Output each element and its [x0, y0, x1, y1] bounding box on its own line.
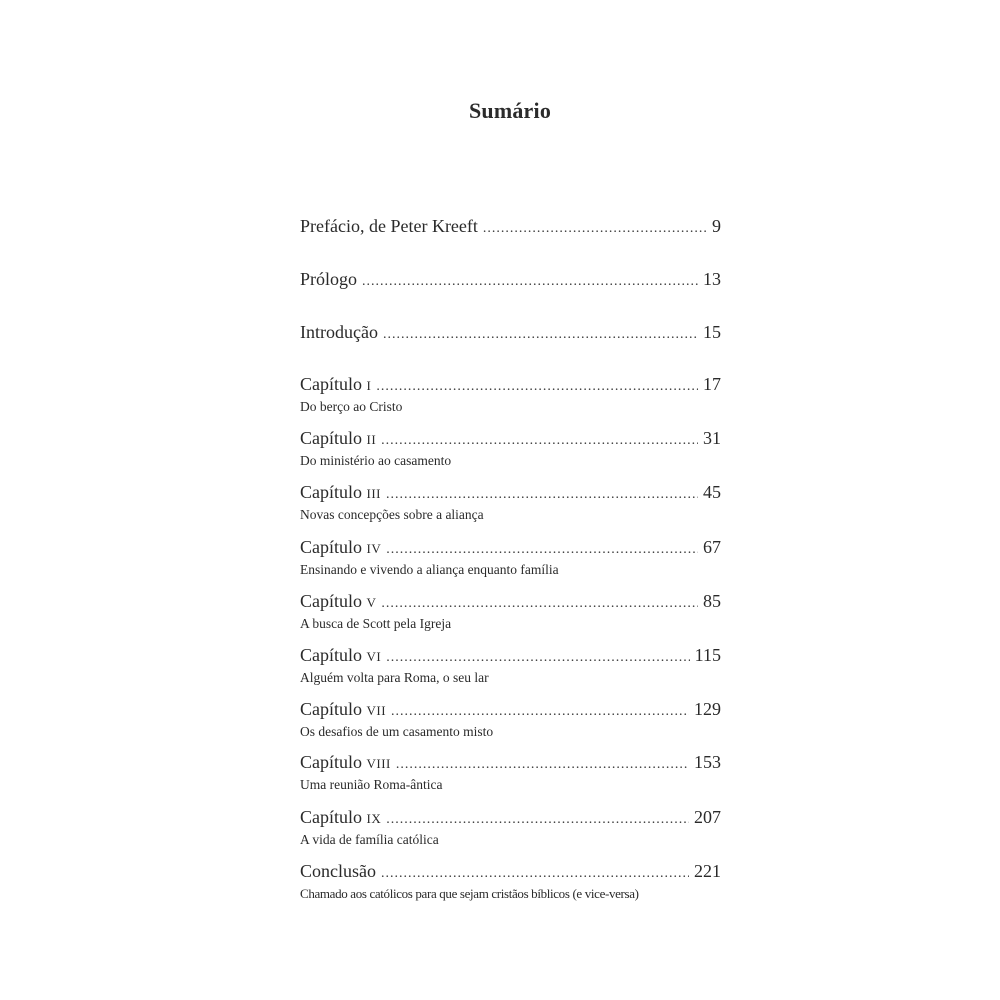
- chapter-subtitle: Do ministério ao casamento: [300, 453, 452, 468]
- chapter-numeral: iv: [366, 537, 382, 557]
- toc-entry-capitulo-9: [300, 806, 721, 849]
- toc-page-number: 153: [694, 752, 721, 772]
- toc-entry-capitulo-5: [300, 590, 721, 633]
- toc-entry-capitulo-4: [300, 536, 721, 579]
- toc-page-number: 15: [703, 322, 721, 342]
- toc-entry-label: Capítulo vi: [300, 645, 382, 665]
- dot-leader: [376, 376, 698, 398]
- chapter-subtitle: Do berço ao Cristo: [300, 399, 403, 414]
- dot-leader: [386, 647, 689, 669]
- toc-entry-label: Conclusão: [300, 861, 376, 881]
- chapter-subtitle: Chamado aos católicos para que sejam cristãos bíblicos (e vice-versa): [300, 886, 639, 901]
- dot-leader: [381, 430, 698, 452]
- toc-entry-label: Capítulo viii: [300, 752, 391, 772]
- chapter-subtitle: Ensinando e vivendo a aliança enquanto família: [300, 562, 559, 577]
- toc-page-number: 17: [703, 374, 721, 394]
- dot-leader: [391, 701, 689, 723]
- toc-entry-label: Capítulo iii: [300, 482, 381, 502]
- toc-entry-label: Capítulo iv: [300, 537, 382, 557]
- chapter-subtitle: Novas concepções sobre a aliança: [300, 507, 484, 522]
- chapter-subtitle: Alguém volta para Roma, o seu lar: [300, 670, 489, 685]
- toc-page-number: 13: [703, 269, 721, 289]
- dot-leader: [396, 754, 689, 776]
- toc-entry-capitulo-8: [300, 751, 721, 794]
- toc-page-number: 45: [703, 482, 721, 502]
- page-title: Sumário: [468, 98, 552, 123]
- chapter-numeral: ii: [366, 428, 377, 448]
- dot-leader: [386, 484, 698, 506]
- toc-entry-capitulo-7: [300, 698, 721, 741]
- dot-leader: [381, 863, 689, 885]
- chapter-numeral: ix: [366, 807, 382, 827]
- dot-leader: [386, 809, 689, 831]
- dot-leader: [483, 218, 707, 240]
- toc-entry-prologo: [300, 268, 721, 293]
- chapter-numeral: viii: [366, 752, 391, 772]
- toc-page-number: 129: [694, 699, 721, 719]
- toc-page-number: 85: [703, 591, 721, 611]
- chapter-subtitle: A vida de família católica: [300, 832, 439, 847]
- toc-entry-label: Capítulo ix: [300, 807, 382, 827]
- chapter-subtitle: Uma reunião Roma-ântica: [300, 777, 443, 792]
- chapter-subtitle: A busca de Scott pela Igreja: [300, 616, 452, 631]
- toc-page-number: 115: [694, 645, 721, 665]
- toc-entry-label: Prefácio, de Peter Kreeft: [300, 216, 478, 236]
- toc-entry-prefacio: [300, 215, 721, 240]
- toc-page-number: 207: [694, 807, 721, 827]
- toc-entry-capitulo-6: [300, 644, 721, 687]
- dot-leader: [362, 271, 698, 293]
- dot-leader: [383, 324, 698, 346]
- toc-page-number: 221: [694, 861, 721, 881]
- chapter-numeral: i: [366, 374, 372, 394]
- toc-page-number: 9: [712, 216, 721, 236]
- toc-page-number: 31: [703, 428, 721, 448]
- toc-entry-label: Capítulo v: [300, 591, 377, 611]
- chapter-numeral: vi: [366, 645, 382, 665]
- toc-entry-label: Capítulo i: [300, 374, 372, 394]
- toc-page-number: 67: [703, 537, 721, 557]
- toc-entry-conclusao: [300, 860, 721, 903]
- chapter-numeral: v: [366, 591, 377, 611]
- toc-entry-capitulo-1: [300, 373, 721, 416]
- toc-entry-label: Prólogo: [300, 269, 358, 289]
- dot-leader: [381, 593, 698, 615]
- toc-entry-introducao: [300, 321, 721, 346]
- toc-entry-label: Introdução: [300, 322, 378, 342]
- chapter-numeral: iii: [366, 482, 381, 502]
- toc-entry-capitulo-3: [300, 481, 721, 524]
- toc-entry-capitulo-2: [300, 427, 721, 470]
- chapter-numeral: vii: [366, 699, 387, 719]
- dot-leader: [386, 539, 698, 561]
- toc-entry-label: Capítulo ii: [300, 428, 377, 448]
- toc-entry-label: Capítulo vii: [300, 699, 387, 719]
- chapter-subtitle: Os desafios de um casamento misto: [300, 724, 494, 739]
